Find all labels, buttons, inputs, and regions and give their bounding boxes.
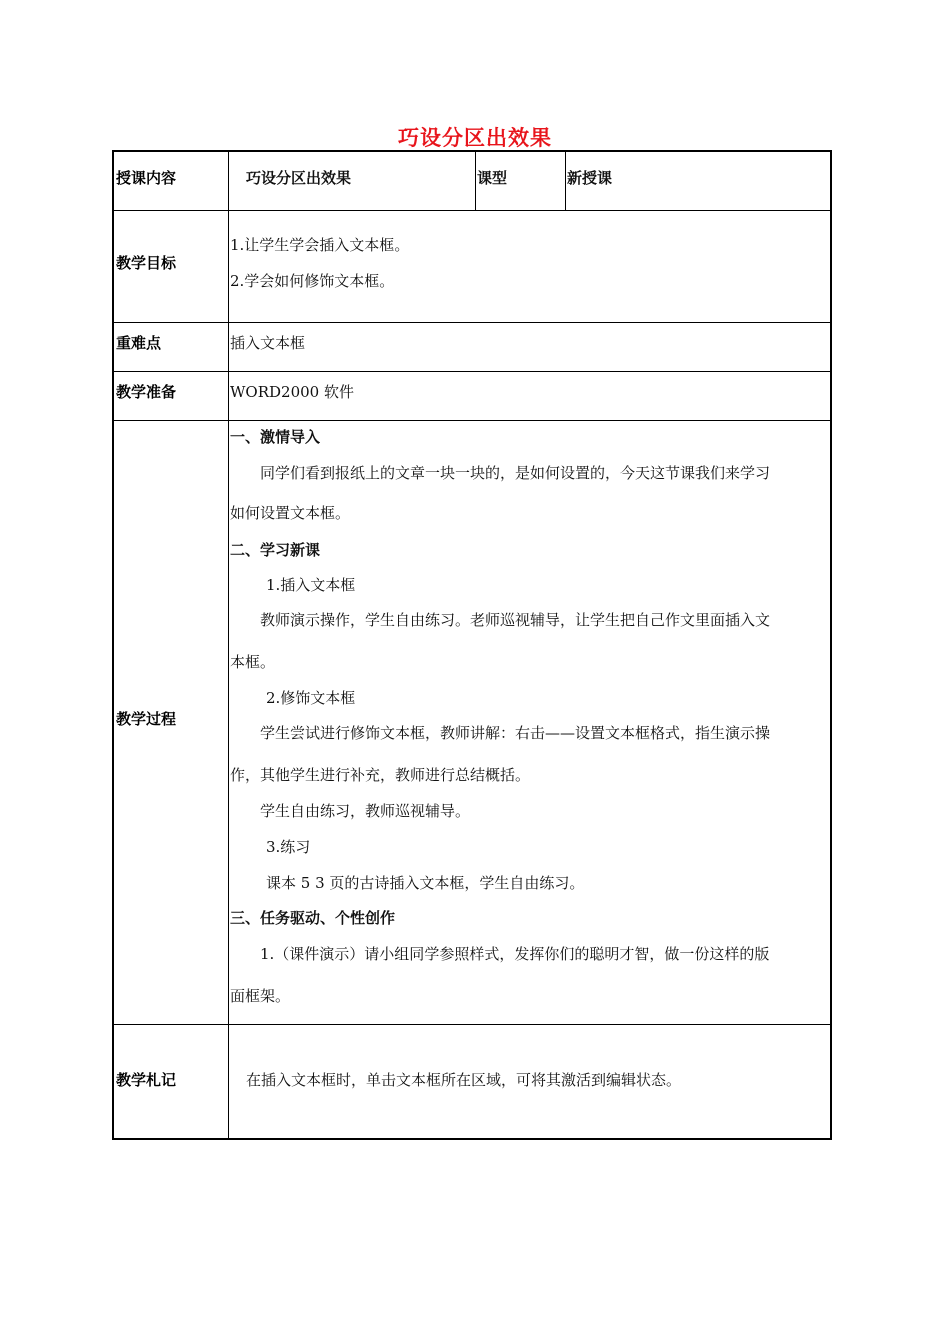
preparation-value: WORD2000 软件 xyxy=(230,383,354,401)
label-goals: 教学目标 xyxy=(116,254,177,272)
column-divider xyxy=(565,152,566,210)
goal-item: 2.学会如何修饰文本框。 xyxy=(230,272,395,290)
lesson-content-value: 巧设分区出效果 xyxy=(246,169,352,187)
paragraph-line: 课本 5 3 页的古诗插入文本框，学生自由练习。 xyxy=(266,874,585,892)
row-divider xyxy=(114,420,830,421)
lesson-plan-table xyxy=(112,150,832,1140)
paragraph-line: 本框。 xyxy=(230,653,276,671)
paragraph-line: 面框架。 xyxy=(230,987,291,1005)
section-heading: 一、激情导入 xyxy=(230,428,321,446)
paragraph-line: 1.（课件演示）请小组同学参照样式，发挥你们的聪明才智，做一份这样的版 xyxy=(260,945,770,963)
label-preparation: 教学准备 xyxy=(116,383,177,401)
process-content xyxy=(229,422,832,1024)
paragraph-line: 教师演示操作，学生自由练习。老师巡视辅导，让学生把自己作文里面插入文 xyxy=(260,611,771,629)
paragraph-line: 作，其他学生进行补充，教师进行总结概括。 xyxy=(230,766,531,784)
key-points-value: 插入文本框 xyxy=(230,334,306,352)
subheading: 2.修饰文本框 xyxy=(266,689,356,707)
paragraph-line: 如何设置文本框。 xyxy=(230,504,351,522)
section-heading: 三、任务驱动、个性创作 xyxy=(230,909,396,927)
subheading: 3.练习 xyxy=(266,838,311,856)
section-heading: 二、学习新课 xyxy=(230,541,321,559)
label-lesson-content: 授课内容 xyxy=(116,169,177,187)
document-title: 巧设分区出效果 xyxy=(398,126,552,150)
row-divider xyxy=(114,371,830,372)
label-key-points: 重难点 xyxy=(116,334,162,352)
row-divider xyxy=(114,1024,830,1025)
subheading: 1.插入文本框 xyxy=(266,576,356,594)
goal-item: 1.让学生学会插入文本框。 xyxy=(230,236,410,254)
label-lesson-type: 课型 xyxy=(477,169,508,187)
lesson-type-value: 新授课 xyxy=(567,169,613,187)
paragraph-line: 学生自由练习，教师巡视辅导。 xyxy=(260,802,471,820)
notes-value: 在插入文本框时，单击文本框所在区域，可将其激活到编辑状态。 xyxy=(246,1071,682,1089)
row-divider xyxy=(114,322,830,323)
column-divider xyxy=(475,152,476,210)
row-divider xyxy=(114,210,830,211)
paragraph-line: 学生尝试进行修饰文本框，教师讲解：右击——设置文本框格式，指生演示操 xyxy=(260,724,771,742)
label-process: 教学过程 xyxy=(116,710,177,728)
paragraph-line: 同学们看到报纸上的文章一块一块的，是如何设置的，今天这节课我们来学习 xyxy=(260,464,771,482)
label-notes: 教学札记 xyxy=(116,1071,177,1089)
